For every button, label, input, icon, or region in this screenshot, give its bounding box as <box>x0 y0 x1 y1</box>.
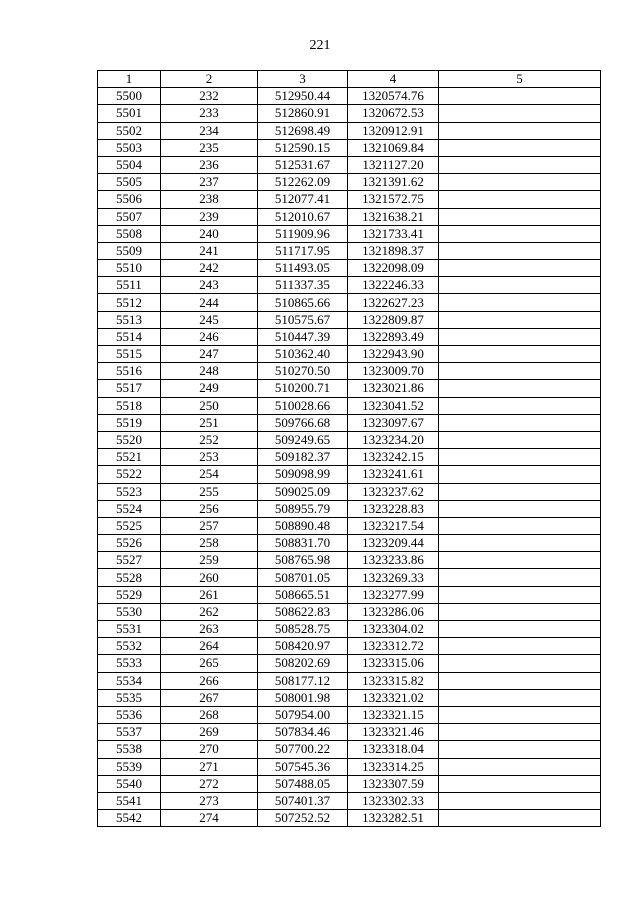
table-cell-col-2: 250 <box>161 397 258 414</box>
table-cell-col-2: 233 <box>161 105 258 122</box>
table-cell-col-3: 508420.97 <box>258 638 348 655</box>
table-row <box>98 689 601 706</box>
table-cell-col-1: 5514 <box>98 328 161 345</box>
table-cell-col-5 <box>439 414 601 431</box>
table-cell-col-1: 5505 <box>98 174 161 191</box>
table-cell-col-1: 5511 <box>98 277 161 294</box>
table-cell-col-3: 512531.67 <box>258 156 348 173</box>
table-cell-col-4: 1323286.06 <box>348 603 439 620</box>
table-cell-col-5 <box>439 724 601 741</box>
table-cell-col-3: 510575.67 <box>258 311 348 328</box>
table-row <box>98 758 601 775</box>
table-cell-col-5 <box>439 672 601 689</box>
table-cell-col-1: 5510 <box>98 260 161 277</box>
table-cell-col-1: 5528 <box>98 569 161 586</box>
table-cell-col-3: 510362.40 <box>258 346 348 363</box>
table-cell-col-3: 508890.48 <box>258 517 348 534</box>
table-cell-col-4: 1323237.62 <box>348 483 439 500</box>
table-cell-col-1: 5518 <box>98 397 161 414</box>
table-cell-col-4: 1323282.51 <box>348 810 439 827</box>
table-cell-col-5 <box>439 706 601 723</box>
table-cell-col-3: 507954.00 <box>258 706 348 723</box>
table-cell-col-1: 5541 <box>98 792 161 809</box>
table-cell-col-2: 236 <box>161 156 258 173</box>
table-cell-col-2: 270 <box>161 741 258 758</box>
table-cell-col-4: 1321733.41 <box>348 225 439 242</box>
table-row <box>98 156 601 173</box>
table-cell-col-4: 1323315.06 <box>348 655 439 672</box>
table-cell-col-3: 509182.37 <box>258 449 348 466</box>
table-cell-col-2: 260 <box>161 569 258 586</box>
table-cell-col-2: 248 <box>161 363 258 380</box>
table-cell-col-4: 1323321.15 <box>348 706 439 723</box>
table-cell-col-5 <box>439 552 601 569</box>
table-cell-col-2: 256 <box>161 500 258 517</box>
table-row <box>98 672 601 689</box>
table-cell-col-5 <box>439 431 601 448</box>
table-cell-col-2: 266 <box>161 672 258 689</box>
table-cell-col-5 <box>439 363 601 380</box>
table-cell-col-4: 1321898.37 <box>348 242 439 259</box>
table-cell-col-2: 253 <box>161 449 258 466</box>
table-cell-col-1: 5522 <box>98 466 161 483</box>
table-cell-col-3: 510865.66 <box>258 294 348 311</box>
table-row <box>98 569 601 586</box>
table-cell-col-5 <box>439 225 601 242</box>
table-cell-col-4: 1323021.86 <box>348 380 439 397</box>
table-cell-col-3: 508622.83 <box>258 603 348 620</box>
table-cell-col-2: 242 <box>161 260 258 277</box>
table-cell-col-1: 5500 <box>98 88 161 105</box>
table-cell-col-3: 507488.05 <box>258 775 348 792</box>
table-cell-col-1: 5530 <box>98 603 161 620</box>
table-row <box>98 466 601 483</box>
table-cell-col-3: 508001.98 <box>258 689 348 706</box>
table-cell-col-3: 507834.46 <box>258 724 348 741</box>
table-cell-col-4: 1322893.49 <box>348 328 439 345</box>
table-cell-col-1: 5519 <box>98 414 161 431</box>
table-cell-col-2: 249 <box>161 380 258 397</box>
table-cell-col-4: 1323321.46 <box>348 724 439 741</box>
table-cell-col-3: 512590.15 <box>258 139 348 156</box>
table-cell-col-2: 255 <box>161 483 258 500</box>
table-cell-col-2: 247 <box>161 346 258 363</box>
table-cell-col-1: 5512 <box>98 294 161 311</box>
table-row <box>98 277 601 294</box>
table-cell-col-2: 252 <box>161 431 258 448</box>
table-cell-col-1: 5531 <box>98 621 161 638</box>
table-cell-col-3: 508202.69 <box>258 655 348 672</box>
table-cell-col-3: 507252.52 <box>258 810 348 827</box>
table-row <box>98 88 601 105</box>
table-cell-col-3: 508831.70 <box>258 535 348 552</box>
table-cell-col-4: 1320574.76 <box>348 88 439 105</box>
table-row <box>98 225 601 242</box>
table-cell-col-3: 512950.44 <box>258 88 348 105</box>
table-cell-col-4: 1323312.72 <box>348 638 439 655</box>
table-cell-col-4: 1323314.25 <box>348 758 439 775</box>
table-cell-col-5 <box>439 174 601 191</box>
table-cell-col-1: 5525 <box>98 517 161 534</box>
table-row <box>98 449 601 466</box>
table-cell-col-2: 245 <box>161 311 258 328</box>
table-cell-col-1: 5501 <box>98 105 161 122</box>
table-cell-col-4: 1321572.75 <box>348 191 439 208</box>
table-cell-col-3: 510270.50 <box>258 363 348 380</box>
table-cell-col-4: 1322943.90 <box>348 346 439 363</box>
table-cell-col-1: 5520 <box>98 431 161 448</box>
table-cell-col-4: 1323277.99 <box>348 586 439 603</box>
table-cell-col-3: 508701.05 <box>258 569 348 586</box>
table-cell-col-2: 235 <box>161 139 258 156</box>
table-cell-col-3: 512010.67 <box>258 208 348 225</box>
table-cell-col-5 <box>439 191 601 208</box>
table-cell-col-5 <box>439 775 601 792</box>
table-row <box>98 706 601 723</box>
table-cell-col-1: 5513 <box>98 311 161 328</box>
table-cell-col-1: 5539 <box>98 758 161 775</box>
table-cell-col-4: 1322246.33 <box>348 277 439 294</box>
table-cell-col-3: 511337.35 <box>258 277 348 294</box>
table-cell-col-4: 1321638.21 <box>348 208 439 225</box>
table-cell-col-5 <box>439 294 601 311</box>
table-cell-col-2: 267 <box>161 689 258 706</box>
table-body <box>98 88 601 827</box>
table-cell-col-5 <box>439 380 601 397</box>
table-row <box>98 122 601 139</box>
table-cell-col-1: 5523 <box>98 483 161 500</box>
table-cell-col-1: 5534 <box>98 672 161 689</box>
table-cell-col-2: 272 <box>161 775 258 792</box>
table-cell-col-3: 511717.95 <box>258 242 348 259</box>
table-cell-col-4: 1323234.20 <box>348 431 439 448</box>
table-cell-col-1: 5524 <box>98 500 161 517</box>
table-cell-col-5 <box>439 810 601 827</box>
table-cell-col-4: 1320912.91 <box>348 122 439 139</box>
table-cell-col-1: 5535 <box>98 689 161 706</box>
table-cell-col-5 <box>439 242 601 259</box>
table-cell-col-4: 1321391.62 <box>348 174 439 191</box>
table-cell-col-5 <box>439 88 601 105</box>
table-cell-col-5 <box>439 517 601 534</box>
table-cell-col-5 <box>439 569 601 586</box>
table-row <box>98 414 601 431</box>
table-row <box>98 208 601 225</box>
table-cell-col-4: 1323097.67 <box>348 414 439 431</box>
table-cell-col-1: 5515 <box>98 346 161 363</box>
table-cell-col-3: 511493.05 <box>258 260 348 277</box>
table-cell-col-1: 5508 <box>98 225 161 242</box>
table-cell-col-2: 234 <box>161 122 258 139</box>
table-row <box>98 311 601 328</box>
table-cell-col-2: 239 <box>161 208 258 225</box>
table-cell-col-2: 254 <box>161 466 258 483</box>
table-row <box>98 621 601 638</box>
table-cell-col-2: 241 <box>161 242 258 259</box>
table-row <box>98 346 601 363</box>
table-row <box>98 191 601 208</box>
table-row <box>98 397 601 414</box>
table-cell-col-5 <box>439 449 601 466</box>
table-cell-col-3: 512860.91 <box>258 105 348 122</box>
table-cell-col-1: 5536 <box>98 706 161 723</box>
table-row <box>98 517 601 534</box>
table-cell-col-1: 5542 <box>98 810 161 827</box>
table-row <box>98 724 601 741</box>
table-cell-col-1: 5529 <box>98 586 161 603</box>
table-cell-col-4: 1323041.52 <box>348 397 439 414</box>
table-cell-col-3: 509249.65 <box>258 431 348 448</box>
column-header-2: 2 <box>161 71 258 88</box>
table-cell-col-2: 259 <box>161 552 258 569</box>
table-row <box>98 363 601 380</box>
table-cell-col-2: 244 <box>161 294 258 311</box>
table-cell-col-1: 5538 <box>98 741 161 758</box>
table-cell-col-2: 263 <box>161 621 258 638</box>
table-row <box>98 431 601 448</box>
table-cell-col-5 <box>439 758 601 775</box>
table-cell-col-3: 512077.41 <box>258 191 348 208</box>
column-header-3: 3 <box>258 71 348 88</box>
table-cell-col-3: 510200.71 <box>258 380 348 397</box>
table-cell-col-3: 508665.51 <box>258 586 348 603</box>
table-cell-col-3: 512262.09 <box>258 174 348 191</box>
table-row <box>98 260 601 277</box>
header-row <box>98 71 601 88</box>
table-cell-col-4: 1322809.87 <box>348 311 439 328</box>
table-cell-col-4: 1323269.33 <box>348 569 439 586</box>
table-cell-col-3: 507401.37 <box>258 792 348 809</box>
table-cell-col-5 <box>439 466 601 483</box>
table-cell-col-2: 240 <box>161 225 258 242</box>
table-row <box>98 775 601 792</box>
table-cell-col-3: 507700.22 <box>258 741 348 758</box>
table-cell-col-5 <box>439 328 601 345</box>
table-row <box>98 792 601 809</box>
table-row <box>98 174 601 191</box>
table-cell-col-5 <box>439 586 601 603</box>
table-cell-col-5 <box>439 655 601 672</box>
table-row <box>98 139 601 156</box>
table-cell-col-5 <box>439 260 601 277</box>
table-cell-col-3: 508528.75 <box>258 621 348 638</box>
table-cell-col-4: 1321069.84 <box>348 139 439 156</box>
table-cell-col-1: 5516 <box>98 363 161 380</box>
table-cell-col-1: 5533 <box>98 655 161 672</box>
column-header-5: 5 <box>439 71 601 88</box>
table-cell-col-4: 1321127.20 <box>348 156 439 173</box>
table-row <box>98 105 601 122</box>
table-cell-col-1: 5540 <box>98 775 161 792</box>
column-header-1: 1 <box>98 71 161 88</box>
table-cell-col-5 <box>439 741 601 758</box>
table-row <box>98 638 601 655</box>
table-cell-col-2: 258 <box>161 535 258 552</box>
table-cell-col-3: 508955.79 <box>258 500 348 517</box>
table-row <box>98 655 601 672</box>
table-cell-col-2: 257 <box>161 517 258 534</box>
table-cell-col-3: 511909.96 <box>258 225 348 242</box>
table-cell-col-2: 271 <box>161 758 258 775</box>
table-row <box>98 483 601 500</box>
table-cell-col-4: 1323318.04 <box>348 741 439 758</box>
table-cell-col-1: 5517 <box>98 380 161 397</box>
table-cell-col-3: 509025.09 <box>258 483 348 500</box>
table-cell-col-2: 265 <box>161 655 258 672</box>
table-cell-col-2: 251 <box>161 414 258 431</box>
table-cell-col-5 <box>439 277 601 294</box>
page-number: 221 <box>309 38 331 53</box>
table-cell-col-2: 238 <box>161 191 258 208</box>
table-cell-col-4: 1323242.15 <box>348 449 439 466</box>
table-cell-col-2: 262 <box>161 603 258 620</box>
table-cell-col-5 <box>439 535 601 552</box>
table-cell-col-1: 5521 <box>98 449 161 466</box>
table-cell-col-3: 509098.99 <box>258 466 348 483</box>
table-cell-col-5 <box>439 208 601 225</box>
table-cell-col-3: 508177.12 <box>258 672 348 689</box>
table-header <box>98 71 601 88</box>
table-cell-col-2: 274 <box>161 810 258 827</box>
table-cell-col-5 <box>439 621 601 638</box>
table-cell-col-2: 268 <box>161 706 258 723</box>
table-cell-col-1: 5526 <box>98 535 161 552</box>
table-cell-col-5 <box>439 689 601 706</box>
table-cell-col-3: 509766.68 <box>258 414 348 431</box>
table-cell-col-1: 5504 <box>98 156 161 173</box>
table-cell-col-4: 1323009.70 <box>348 363 439 380</box>
table-cell-col-1: 5537 <box>98 724 161 741</box>
table-cell-col-4: 1322098.09 <box>348 260 439 277</box>
table-cell-col-5 <box>439 638 601 655</box>
table-cell-col-4: 1323302.33 <box>348 792 439 809</box>
table-cell-col-2: 269 <box>161 724 258 741</box>
table-row <box>98 500 601 517</box>
table-cell-col-1: 5527 <box>98 552 161 569</box>
table-cell-col-5 <box>439 603 601 620</box>
table-row <box>98 328 601 345</box>
table-cell-col-3: 510447.39 <box>258 328 348 345</box>
coordinates-table <box>97 70 601 827</box>
table-cell-col-5 <box>439 397 601 414</box>
table-cell-col-5 <box>439 156 601 173</box>
table-cell-col-5 <box>439 483 601 500</box>
table-cell-col-4: 1323217.54 <box>348 517 439 534</box>
table-cell-col-5 <box>439 139 601 156</box>
table-row <box>98 380 601 397</box>
table-row <box>98 242 601 259</box>
table-cell-col-1: 5532 <box>98 638 161 655</box>
table-cell-col-4: 1323304.02 <box>348 621 439 638</box>
table-cell-col-2: 243 <box>161 277 258 294</box>
table-row <box>98 741 601 758</box>
table-cell-col-5 <box>439 500 601 517</box>
table-cell-col-4: 1323315.82 <box>348 672 439 689</box>
table-cell-col-3: 507545.36 <box>258 758 348 775</box>
table-row <box>98 535 601 552</box>
table-cell-col-4: 1323228.83 <box>348 500 439 517</box>
table-cell-col-1: 5502 <box>98 122 161 139</box>
table-cell-col-5 <box>439 105 601 122</box>
table-cell-col-2: 264 <box>161 638 258 655</box>
table-cell-col-5 <box>439 311 601 328</box>
table-cell-col-1: 5506 <box>98 191 161 208</box>
table-row <box>98 603 601 620</box>
table-cell-col-1: 5507 <box>98 208 161 225</box>
table-cell-col-4: 1323307.59 <box>348 775 439 792</box>
table-row <box>98 552 601 569</box>
table-cell-col-2: 246 <box>161 328 258 345</box>
table-cell-col-2: 237 <box>161 174 258 191</box>
table-cell-col-4: 1320672.53 <box>348 105 439 122</box>
table-cell-col-5 <box>439 122 601 139</box>
table-cell-col-4: 1322627.23 <box>348 294 439 311</box>
table-cell-col-5 <box>439 346 601 363</box>
table-cell-col-3: 508765.98 <box>258 552 348 569</box>
column-header-4: 4 <box>348 71 439 88</box>
table-cell-col-4: 1323209.44 <box>348 535 439 552</box>
table-row <box>98 586 601 603</box>
table-cell-col-1: 5509 <box>98 242 161 259</box>
table-cell-col-1: 5503 <box>98 139 161 156</box>
table-cell-col-4: 1323233.86 <box>348 552 439 569</box>
table-cell-col-2: 232 <box>161 88 258 105</box>
table-cell-col-2: 273 <box>161 792 258 809</box>
table-row <box>98 294 601 311</box>
table-cell-col-3: 510028.66 <box>258 397 348 414</box>
table-cell-col-4: 1323241.61 <box>348 466 439 483</box>
table-cell-col-5 <box>439 792 601 809</box>
table-cell-col-3: 512698.49 <box>258 122 348 139</box>
table-row <box>98 810 601 827</box>
table-cell-col-2: 261 <box>161 586 258 603</box>
table-cell-col-4: 1323321.02 <box>348 689 439 706</box>
